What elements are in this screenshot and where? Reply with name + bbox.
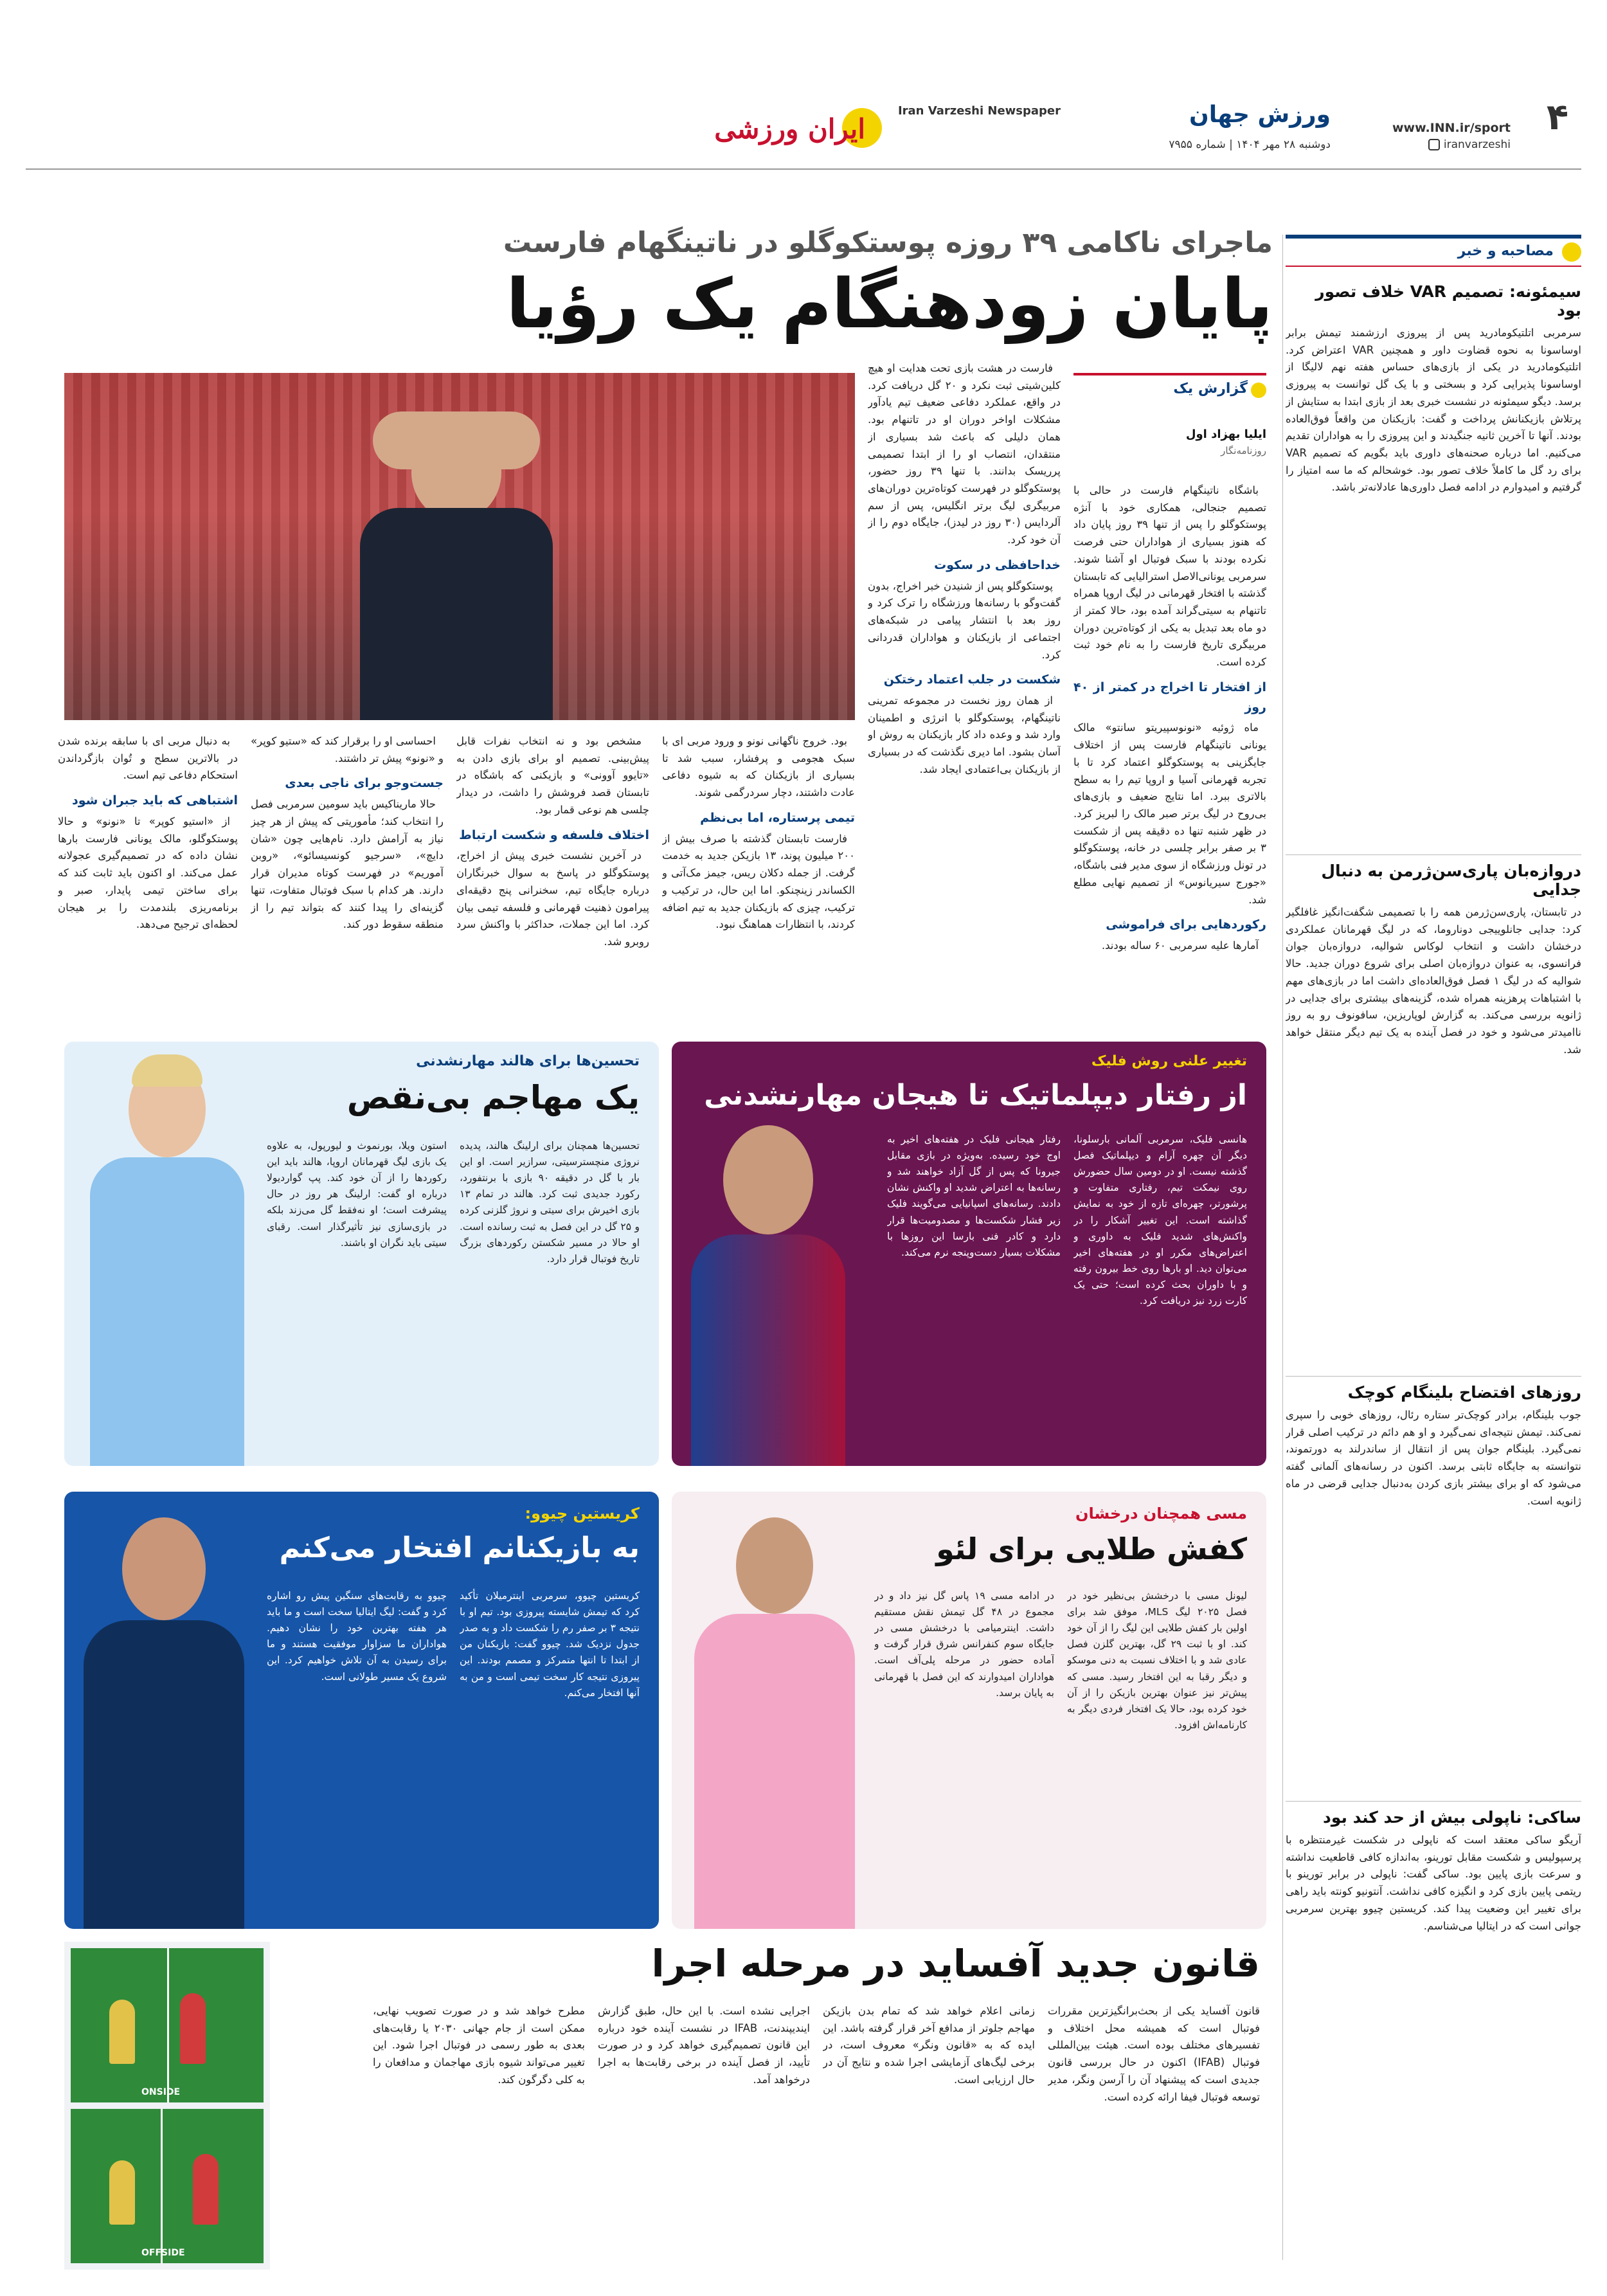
box-column: کریستین چیوو، سرمربی اینترمیلان تأکید کرد که تیمش شایسته پیروزی بود. تیم او با نتیجه ۳ بر صفر رم را شکست داد و به صدر جدول نزدیک شد. چیوو گفت: بازیکنان من از ابتدا تا انتها متمرکز و مصمم بودند. این پیروزی نتیجه کار سخت تیمی است و من به آنها افتخار می‌کنم. <box>460 1590 640 1699</box>
box-title: به بازیکنانم افتخار می‌کنم <box>279 1532 640 1564</box>
box-kicker: تغییر علنی روش فلیک <box>1091 1053 1247 1069</box>
story-subhead: جست‌وجو برای ناجی بعدی <box>285 776 444 791</box>
story-subhead: خداحافظی در سکوت <box>934 557 1061 572</box>
sidebar-header: مصاحبه و خبر <box>1286 235 1581 267</box>
sidebar-item-title[interactable]: ساکی: ناپولی بیش از حد کند بود <box>1323 1808 1581 1827</box>
bottom-title: قانون جدید آفساید در مرحله اجرا <box>651 1942 1260 1985</box>
sidebar-item-body: آریگو ساکی معتقد است که ناپولی در شکست غیرمنتظره با پرسپولیس و شکست مقابل تورینو، به‌اندازه کافی قاطعیت نداشته و سرعت بازی پایین بود. ساکی گفت: ناپولی در برابر تورینو با ریتمی پایین بازی کرد و انگیزه کافی نداشت. آنتونیو کونته باید راهی برای تغییر این وضعیت پیدا کند. کریستین چیوو بهترین سرمربی جوانی است که در ایتالیا می‌شناسم. <box>1286 1834 1581 1932</box>
diagram-panel <box>71 1948 264 2102</box>
story-paragraph: از همان روز نخست در مجموعه تمرینی ناتینگهام، پوستکوگلو با انرژی و اطمینان وارد شد و وعده داد کار بازیکنان به روش او آسان بشود. اما دیری نگذشت که در بسیاری از بازیکنان بی‌اعتمادی ایجاد شد. <box>868 694 1061 775</box>
box-title: از رفتار دیپلماتیک تا هیجان مهارنشدنی <box>704 1079 1247 1112</box>
paper-name-en: Iran Varzeshi Newspaper <box>897 104 1061 118</box>
box-column: در ادامه مسی ۱۹ پاس گل نیز داد و در مجموع در ۴۸ گل تیمش نقش مستقیم داشت. اینترمیامی با درخشش مسی در جایگاه سوم کنفرانس شرق قرار گرفت و آماده حضور در مرحله پلی‌آف است. هواداران امیدوارند که این فصل با قهرمانی به پایان برسد. <box>874 1590 1054 1699</box>
sidebar-vertical-rule <box>1282 235 1283 2260</box>
story-paragraph: در آخرین نشست خبری پیش از اخراج، پوستکوگلو در پاسخ به سوال خبرنگاران درباره جایگاه تیم، سخنرانی پنج دقیقه‌ای پیرامون ذهنیت قهرمانی و فلسفه تیمی بیان کرد. اما این جملات، حداکثر با واکنش سرد روبرو شد. <box>456 849 649 948</box>
page-number: ۴ <box>1546 96 1568 138</box>
sidebar-item <box>1286 282 1581 848</box>
story-paragraph: فارست در هشت بازی تحت هدایت او هیچ کلین‌شیتی ثبت نکرد و ۲۰ گل دریافت کرد. در واقع، عملکرد دفاعی ضعیف تیم یادآور مشکلات اواخر دوران او در تاتنهام بود. همان دلیلی که باعث شد بسیاری از منتقدان، انتصاب او را از ابتدا تصمیمی پرریسک بدانند. با تنها ۳۹ روز حضور، پوستکوگلو در فهرست کوتاه‌ترین دوران‌های مربیگری لیگ برتر انگلیس، پس از سم آلردایس (۳۰ روز در لیدز)، جایگاه دوم را از آن خود کرد. <box>868 362 1061 547</box>
diagram-panel <box>71 2109 264 2263</box>
player-figure <box>109 2000 135 2064</box>
box-title: یک مهاجم بی‌نقص <box>346 1079 640 1116</box>
diagram-label: OFFSIDE <box>141 2248 185 2258</box>
haaland-box <box>64 1042 659 1466</box>
box-column: لیونل مسی با درخشش بی‌نظیر خود در فصل ۲۰۲۵ لیگ MLS، موفق شد برای اولین بار کفش طلایی این لیگ را از آن خود کند. او با ثبت ۲۹ گل، بهترین گلزن فصل عادی شد و با اختلاف نسبت به دنی موسکو و دیگر رقبا به این افتخار رسید. مسی که پیش‌تر نیز عنوان بهترین بازیکن را از آن خود کرده بود، حالا یک افتخار فردی دیگر به کارنامه‌اش افزود. <box>1067 1590 1247 1731</box>
story-paragraph: مشخص بود و نه انتخاب نفرات قابل پیش‌بینی. تصمیم او برای بازی دادن به «تایوو آوونی» و بازیکنی که باشگاه در تابستان قصد فروشش را داشت، در دیدار چلسی هم نوعی قمار بود. <box>456 735 649 816</box>
sidebar-item-body: سرمربی اتلتیکومادرید پس از پیروزی ارزشمند تیمش برابر اوساسونا به نحوه قضاوت داور و همچنین VAR اعتراض کرد. اتلتیکومادرید در یکی از بازی‌های حساس هفته نهم لالیگا از اوساسونا پذیرایی کرد و بسختی و با یک گل توانست به پیروزی برسد. دیگو سیمئونه در نشست خبری بعد از بازی ابتدا به ستایش از پرتلاش بازیکنانش پرداخت و گفت: بازیکنان من واقعاً فوق‌العاده بودند. آنها تا آخرین ثانیه جنگیدند و این پیروزی را به هواداران تقدیم می‌کنیم. اما درباره صحنه‌های داوری باید بگویم که تصمیم VAR برای رد گل ما کاملاً خلاف تصور بود. خوشحالم که ما سه امتیاز را گرفتیم و امیدوارم در ادامه فصل داوری‌ها عادلانه‌تر باشد. <box>1286 327 1581 494</box>
story-paragraph: آمارها علیه سرمربی ۶۰ ساله بودند. <box>1101 939 1259 952</box>
box-column: هانسی فلیک، سرمربی آلمانی بارسلونا، دیگر آن چهره آرام و دیپلماتیک فصل گذشته نیست. او در دومین سال حضورش روی نیمکت تیم، رفتاری متفاوت و پرشورتر، چهره‌ای تازه از خود به نمایش گذاشته است. این تغییر آشکار را در واکنش‌های شدید فلیک به داوری و اعتراض‌های مکرر او در هفته‌های اخیر می‌توان دید. او بارها روی خط بیرون رفته و با داوران بحث کرده است؛ حتی یک کارت زرد نیز دریافت کرد. <box>1073 1134 1247 1307</box>
sidebar-divider <box>1286 854 1581 855</box>
messi-photo <box>672 1505 871 1929</box>
instagram-icon <box>1428 139 1440 150</box>
newspaper-logo: ایران ورزشی <box>752 96 887 167</box>
box-column: چیوو به رقابت‌های سنگین پیش رو اشاره کرد و گفت: لیگ ایتالیا سخت است و ما باید هر هفته بهترین خود را نشان دهیم. هواداران ما سزاوار موفقیت هستند و ما برای رسیدن به آن تلاش خواهیم کرد. این شروع یک مسیر طولانی است. <box>267 1590 447 1683</box>
offside-line <box>167 1948 169 2102</box>
box-column: تحسین‌ها همچنان برای ارلینگ هالند، پدیده نروژی منچسترسیتی، سرازیر است. او این بار با گل در دقیقه ۹۰ بازی با برنتفورد، رکورد جدیدی ثبت کرد. هالند در تمام ۱۳ بازی اخیرش برای سیتی و نروژ گلزنی کرده و ۲۵ گل در این فصل به ثبت رسانده است. او حالا در مسیر شکستن رکوردهای بزرگ تاریخ فوتبال قرار دارد. <box>460 1140 640 1265</box>
site-url[interactable]: www.INN.ir/sport <box>1392 121 1511 135</box>
author-role: روزنامه‌نگار <box>1221 445 1266 456</box>
sidebar-item-body: در تابستان، پاری‌سن‌ژرمن همه را با تصمیمی شگفت‌انگیز غافلگیر کرد: جدایی جانلوییجی دوناروما، که در لیگ قهرمانان عملکردی درخشان داشت و انتخاب لوکاس شوالیه، دروازه‌بان جوان فرانسوی، به عنوان دروازه‌بان اصلی برای شروع دوران جدید. حالا شوالیه که در لیگ ۱ فصل فوق‌العاده‌ای داشت اما در بازی‌های مهم با اشتباهات پرهزینه همراه شده، گزینه‌های بیشتری برای جدایی در ژانویه بررسی می‌کند. به گزارش لوپاریزین، سافونوف رو به روز ناامیدتر می‌شود و خود در فصل آینده به یک تیم دیگر منتقل خواهد شد. <box>1286 906 1581 1056</box>
story-paragraph: ماه ژوئیه «نونوسپیریتو سانتو» مالک یونانی ناتینگهام فارست پس از اختلاف جایگزینی به پوستکوگلو اعتماد کرد تا با تجربه قهرمانی آسیا و اروپا تیم را به سطح بالاتری ببرد. اما نتایج ضعیف و بازی‌های بی‌روح در لیگ برتر صبر مالک را لبریز کرد. در ظهر شنبه تنها ده دقیقه پس از شکست ۳ بر صفر برابر چلسی در خانه، پوستکوگلو در تونل ورزشگاه از سوی مدیر فنی باشگاه، «جورج سیریانوس» از تصمیم نهایی مطلع شد. <box>1073 721 1266 906</box>
story-paragraph: از «استیو کوپر» تا «نونو» و حالا پوستکوگلو، مالک یونانی فارست بارها نشان داده که در تصمیم‌گیری عجولانه عمل می‌کند. او اکنون باید ثابت کند که برای ساختن تیمی پایدار، صبر و برنامه‌ریزی بلندمدت را بر هیجان لحظه‌ای ترجیح می‌دهد. <box>58 815 238 931</box>
sidebar-item-body: جوب بلینگام، برادر کوچک‌تر ستاره رئال، روزهای خوبی را سپری نمی‌کند. تیمش نتیجه‌ای نمی‌گیرد و او هم دائم در ترکیب اصلی قرار نمی‌گیرد. بلینگام جوان پس از انتقال از ساندرلند به دورتموند، نتوانسته به جایگاه ثابتی برسد. اکنون در رسانه‌های آلمانی گفته می‌شود که او برای بیشتر بازی کردن به‌دنبال جدایی قرضی در ماه ژانویه است. <box>1286 1409 1581 1507</box>
story-paragraph: بود. خروج ناگهانی نونو و ورود مربی ای با سبک هجومی و پرفشار، سبب شد تا بسیاری از بازیکنان که به شیوه دفاعی عادت داشتند، دچار سردرگمی شوند. <box>662 735 855 799</box>
chivu-box <box>64 1492 659 1929</box>
story-column <box>1073 482 1266 1048</box>
sidebar-item <box>1286 1808 1581 2260</box>
offside-diagram <box>64 1942 270 2270</box>
story-subhead: شکست در جلب اعتماد رختکن <box>883 673 1061 687</box>
story-paragraph: پوستکوگلو پس از شنیدن خبر اخراج، بدون گفت‌وگو با رسانه‌ها ورزشگاه را ترک کرد و روز بعد با انتشار پیامی در شبکه‌های اجتماعی از بازیکنان و هواداران قدردانی کرد. <box>868 579 1061 661</box>
story-subhead: از افتخار تا اخراج در کمتر از ۴۰ روز <box>1073 680 1266 714</box>
bottom-column: اجرایی نشده است. با این حال، طبق گزارش ایندیپندنت، IFAB در نشست آینده خود درباره این قانون تصمیم‌گیری خواهد کرد و در صورت تأیید، از فصل آینده در برخی رقابت‌ها به اجرا درخواهد آمد. <box>598 2005 810 2086</box>
story-paragraph: حالا مارینا‌کیس باید سومین سرمربی فصل را انتخاب کند؛ مأموریتی که پیش از هر چیز نیاز به آرامش دارد. نام‌هایی چون «شان دایچ»، «سرجیو کونسیسائو»، «روبن آموریم» در فهرست کوتاه مدیران قرار دارند. هر کدام با سبک فوتبال متفاوت، تنها گزینه‌ای را پیدا کنند که بتواند تیم را از منطقه سقوط دور کند. <box>251 798 444 931</box>
haaland-photo <box>77 1048 251 1466</box>
box-kicker: مسی همچنان درخشان <box>1075 1505 1247 1523</box>
story-paragraph: باشگاه ناتینگهام فارست در حالی با تصمیم جنجالی، همکاری خود با آنژه پوستکوگلو را پس از تنها ۳۹ روز پایان داد که هنوز بسیاری از هواداران حتی فرصت نکرده بودند با سبک فوتبال او آشنا شوند. سرمربی یونانی‌الاصل استرالیایی که تابستان گذشته با افتخار قهرمانی در لیگ اروپا همراه تاتنهام به سیتی‌گراند آمده بود، حالا کمتر از دو ماه بعد تبدیل به یکی از کوتاه‌ترین دوران مربیگری تاریخ فارست را به نام خود ثبت کرده است. <box>1073 484 1266 669</box>
offside-line <box>161 2109 163 2263</box>
sidebar-item <box>1286 862 1581 1369</box>
page-header <box>0 0 1607 151</box>
story-subhead: اشتباهی که باید جبران شود <box>72 793 238 808</box>
story-column <box>868 360 1061 1048</box>
diagram-label: ONSIDE <box>141 2087 181 2097</box>
story-column <box>251 733 444 1048</box>
news-sidebar <box>1286 235 1581 2260</box>
story-paragraph: فارست تابستان گذشته با صرف بیش از ۲۰۰ میلیون پوند، ۱۳ بازیکن جدید به خدمت گرفت. از جمله دکلان ریس، جیمز مک‌آتی و الکساندر زینچنکو. اما این حال، در ترکیب و ترکیب، چیزی که بازیکنان جدید به تیم اضافه کردند، با انتظارات هماهنگ نبود. <box>662 832 855 931</box>
story-subhead: اختلاف فلسفه و شکست ارتباط <box>459 827 649 842</box>
player-figure <box>180 1993 206 2064</box>
sidebar-item-title[interactable]: سیمئونه: تصمیم VAR خلاف تصور بود <box>1315 282 1581 320</box>
sidebar-item-title[interactable]: روزهای افتضاح بلینگام کوچک <box>1347 1383 1581 1402</box>
sidebar-divider <box>1286 1801 1581 1802</box>
coach-figure <box>334 399 579 720</box>
story-column <box>456 733 649 1048</box>
report-bullet-icon <box>1251 383 1266 398</box>
box-column: رفتار هیجانی فلیک در هفته‌های اخیر به اوج خود رسیده. به‌ویژه در بازی مقابل جیرونا که پس از گل آزاد خواهند شد و رسانه‌ها به اعتراض شدید او واکنش نشان دادند. رسانه‌های اسپانیایی می‌گویند فلیک زیر فشار شکست‌ها و مصدومیت‌ها قرار دارد و کادر فنی بارسا این روزها با مشکلات بسیار دست‌وپنجه نرم می‌کند. <box>887 1134 1061 1258</box>
story-subhead: تیمی پرستاره، اما بی‌نظم <box>700 810 855 825</box>
box-kicker: کریستین چیوو: <box>525 1505 640 1523</box>
messi-box <box>672 1492 1266 1929</box>
flick-box <box>672 1042 1266 1466</box>
player-figure <box>109 2160 135 2225</box>
flick-photo <box>672 1106 865 1466</box>
header-divider <box>26 168 1581 170</box>
chivu-photo <box>64 1505 257 1929</box>
date-line: دوشنبه ۲۸ مهر ۱۴۰۴ | شماره ۷۹۵۵ <box>1169 138 1331 151</box>
story-subhead: رکوردهایی برای فراموشی <box>1106 917 1266 932</box>
main-title: پایان زودهنگام یک رؤیا <box>506 264 1273 343</box>
main-subtitle: ماجرای ناکامی ۳۹ روزه پوستکوگلو در ناتینگهام فارست <box>503 226 1273 259</box>
author-name: ایلیا بهزاد اول <box>1185 428 1266 441</box>
player-figure <box>193 2154 219 2225</box>
section-title: ورزش جهان <box>1189 102 1331 128</box>
social-handle[interactable]: iranvarzeshi <box>1428 138 1511 151</box>
box-kicker: تحسین‌ها برای هالند مهارنشدنی <box>416 1053 640 1069</box>
box-column: استون ویلا، بورنموث و لیورپول، به علاوه یک بازی لیگ قهرمانان اروپا، هالند باید این رکوردها را از آن خود کند. پپ گواردیولا درباره او گفت: ارلینگ هر روز در حال پیشرفت است؛ او نه‌فقط گل می‌زند بلکه در بازی‌سازی نیز تأثیرگذار است. رقبای سیتی باید نگران او باشند. <box>267 1140 447 1249</box>
story-paragraph: به دنبال مربی ای با سابقه برنده شدن در بالاترین سطح و تُوان بازگرداندن استحکام دفاعی تیم است. <box>58 735 238 782</box>
report-label: گزارش یک <box>1073 373 1266 398</box>
bottom-column: قانون آفساید یکی از بحث‌برانگیزترین مقررات فوتبال است که همیشه محل اختلاف و تفسیرهای مختلف بوده است. هیئت بین‌المللی فوتبال (IFAB) اکنون در حال بررسی قانون جدیدی است که پیشنهاد آن را آرسن ونگر، مدیر توسعه فوتبال فیفا ارائه کرده است. <box>1048 2005 1260 2103</box>
sidebar-item-title[interactable]: دروازه‌بان پاری‌سن‌ژرمن به دنبال جدایی <box>1321 862 1581 899</box>
sidebar-divider <box>1286 1376 1581 1377</box>
bottom-column: زمانی اعلام خواهد شد که تمام بدن بازیکن مهاجم جلوتر از مدافع آخر قرار گرفته باشد. این ایده که به «قانون ونگر» معروف است، در برخی لیگ‌های آزمایشی اجرا شده و نتایج آن در حال ارزیابی است. <box>823 2005 1035 2086</box>
story-paragraph: احساسی او را برقرار کند که «ستیو کوپر» و «نونو» پیش تر داشتند. <box>251 735 444 764</box>
sidebar-item <box>1286 1383 1581 1794</box>
bottom-column: مطرح خواهد شد و در صورت تصویب نهایی، ممکن است از جام جهانی ۲۰۳۰ یا رقابت‌های بعدی به طور رسمی در فوتبال اجرا شود. این تغییر می‌تواند شیوه بازی مهاجمان و مدافعان را به کلی دگرگون کند. <box>373 2005 585 2086</box>
postecoglou-photo <box>64 373 855 720</box>
story-column <box>662 733 855 1048</box>
sidebar-bullet-icon <box>1562 242 1581 262</box>
box-title: کفش طلایی برای لئو <box>936 1532 1247 1566</box>
story-column <box>58 733 238 1048</box>
